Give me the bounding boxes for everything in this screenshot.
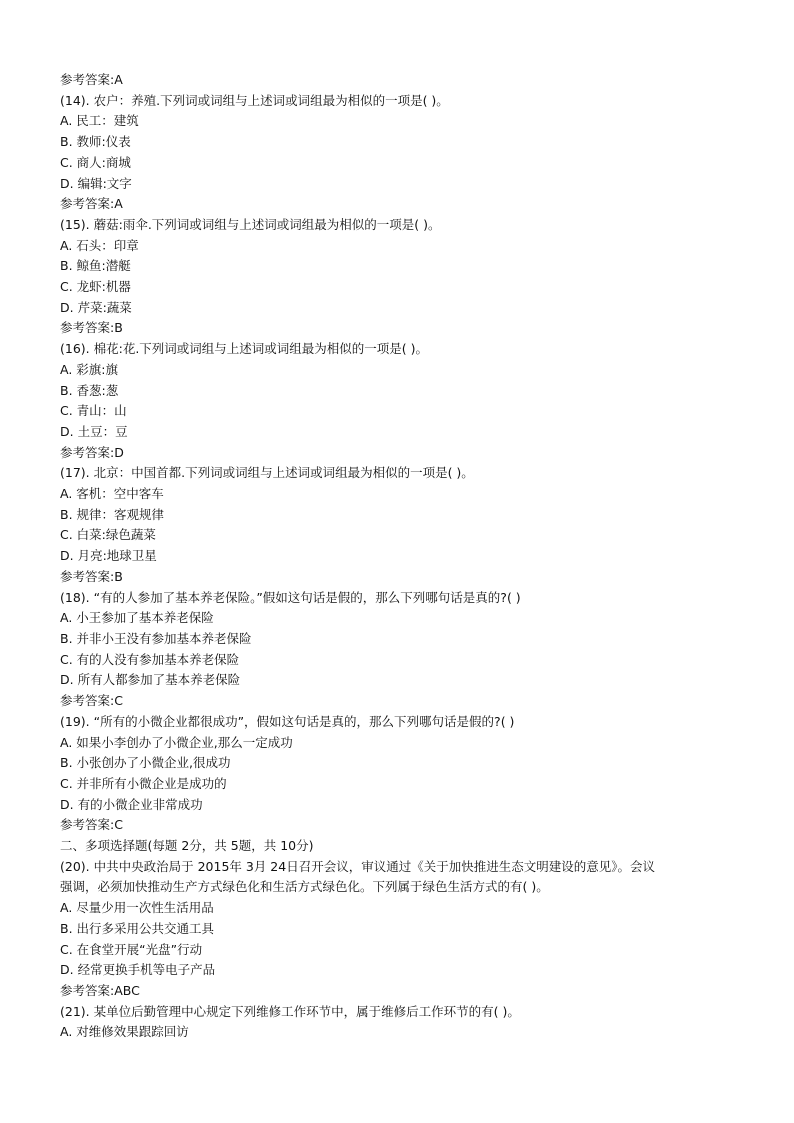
question-stem: (21). 某单位后勤管理中心规定下列维修工作环节中，属于维修后工作环节的有( )。 xyxy=(60,1003,520,1019)
answer-line: 参考答案:B xyxy=(60,320,123,336)
option-c: C. 在食堂开展“光盘”行动 xyxy=(60,941,203,957)
question-stem: (17). 北京：中国首都.下列词或词组与上述词或词组最为相似的一项是( )。 xyxy=(60,465,474,481)
exam-page xyxy=(60,70,750,1043)
option-a: A. 对维修效果跟踪回访 xyxy=(60,1024,189,1040)
question-15 xyxy=(60,215,750,339)
option-a: A. 小王参加了基本养老保险 xyxy=(60,610,214,626)
question-21 xyxy=(60,1002,750,1043)
question-stem-line-1: (20). 中共中央政治局于 2015年 3月 24日召开会议，审议通过《关于加快推进生态文明建设的意见》。会议 xyxy=(60,858,655,874)
option-c: C. 白菜:绿色蔬菜 xyxy=(60,527,156,543)
question-stem: (19). “所有的小微企业都很成功”，假如这句话是真的，那么下列哪句话是假的?( ) xyxy=(60,713,515,729)
answer-line: 参考答案:B xyxy=(60,568,123,584)
option-a: A. 客机：空中客车 xyxy=(60,486,164,502)
question-stem: (16). 棉花:花.下列词或词组与上述词或词组最为相似的一项是( )。 xyxy=(60,341,429,357)
question-stem: (15). 蘑菇:雨伞.下列词或词组与上述词或词组最为相似的一项是( )。 xyxy=(60,216,441,232)
question-stem-line-2: 强调，必须加快推动生产方式绿色化和生活方式绿色化。下列属于绿色生活方式的有( )。 xyxy=(60,879,549,895)
option-d: D. 芹菜:蔬菜 xyxy=(60,299,132,315)
option-a: A. 民工：建筑 xyxy=(60,113,139,129)
option-c: C. 商人:商城 xyxy=(60,154,131,170)
option-a: A. 如果小李创办了小微企业,那么一定成功 xyxy=(60,734,293,750)
option-c: C. 龙虾:机器 xyxy=(60,279,131,295)
option-b: B. 香葱:葱 xyxy=(60,382,119,398)
option-a: A. 彩旗:旗 xyxy=(60,361,118,377)
option-d: D. 月亮:地球卫星 xyxy=(60,548,157,564)
option-b: B. 出行多采用公共交通工具 xyxy=(60,920,215,936)
question-stem: (18). “有的人参加了基本养老保险。”假如这句话是假的，那么下列哪句话是真的?( ) xyxy=(60,589,521,605)
answer-line: 参考答案:A xyxy=(60,72,123,87)
option-b: B. 小张创办了小微企业,很成功 xyxy=(60,755,231,771)
answer-line: 参考答案:C xyxy=(60,817,123,833)
question-16 xyxy=(60,339,750,463)
section-heading: 二、多项选择题(每题 2分，共 5题，共 10分) xyxy=(60,838,314,854)
question-20 xyxy=(60,857,750,1002)
option-b: B. 并非小王没有参加基本养老保险 xyxy=(60,630,252,646)
answer-line: 参考答案:C xyxy=(60,693,123,709)
question-17 xyxy=(60,463,750,587)
option-b: B. 规律：客观规律 xyxy=(60,506,165,522)
option-b: B. 教师:仪表 xyxy=(60,134,131,150)
question-18 xyxy=(60,588,750,712)
option-d: D. 有的小微企业非常成功 xyxy=(60,796,203,812)
question-14 xyxy=(60,91,750,215)
question-19 xyxy=(60,712,750,836)
answer-line: 参考答案:ABC xyxy=(60,982,140,998)
option-c: C. 并非所有小微企业是成功的 xyxy=(60,775,227,791)
option-c: C. 青山：山 xyxy=(60,403,127,419)
option-d: D. 所有人都参加了基本养老保险 xyxy=(60,672,241,688)
option-c: C. 有的人没有参加基本养老保险 xyxy=(60,651,240,667)
option-a: A. 尽量少用一次性生活用品 xyxy=(60,900,214,916)
question-stem: (14). 农户：养殖.下列词或词组与上述词或词组最为相似的一项是( )。 xyxy=(60,92,449,108)
option-d: D. 土豆：豆 xyxy=(60,423,128,439)
option-d: D. 编辑:文字 xyxy=(60,175,132,191)
option-b: B. 鲸鱼:潜艇 xyxy=(60,258,131,274)
option-d: D. 经常更换手机等电子产品 xyxy=(60,962,216,978)
answer-line: 参考答案:D xyxy=(60,444,124,460)
option-a: A. 石头：印章 xyxy=(60,237,139,253)
answer-line: 参考答案:A xyxy=(60,196,123,212)
